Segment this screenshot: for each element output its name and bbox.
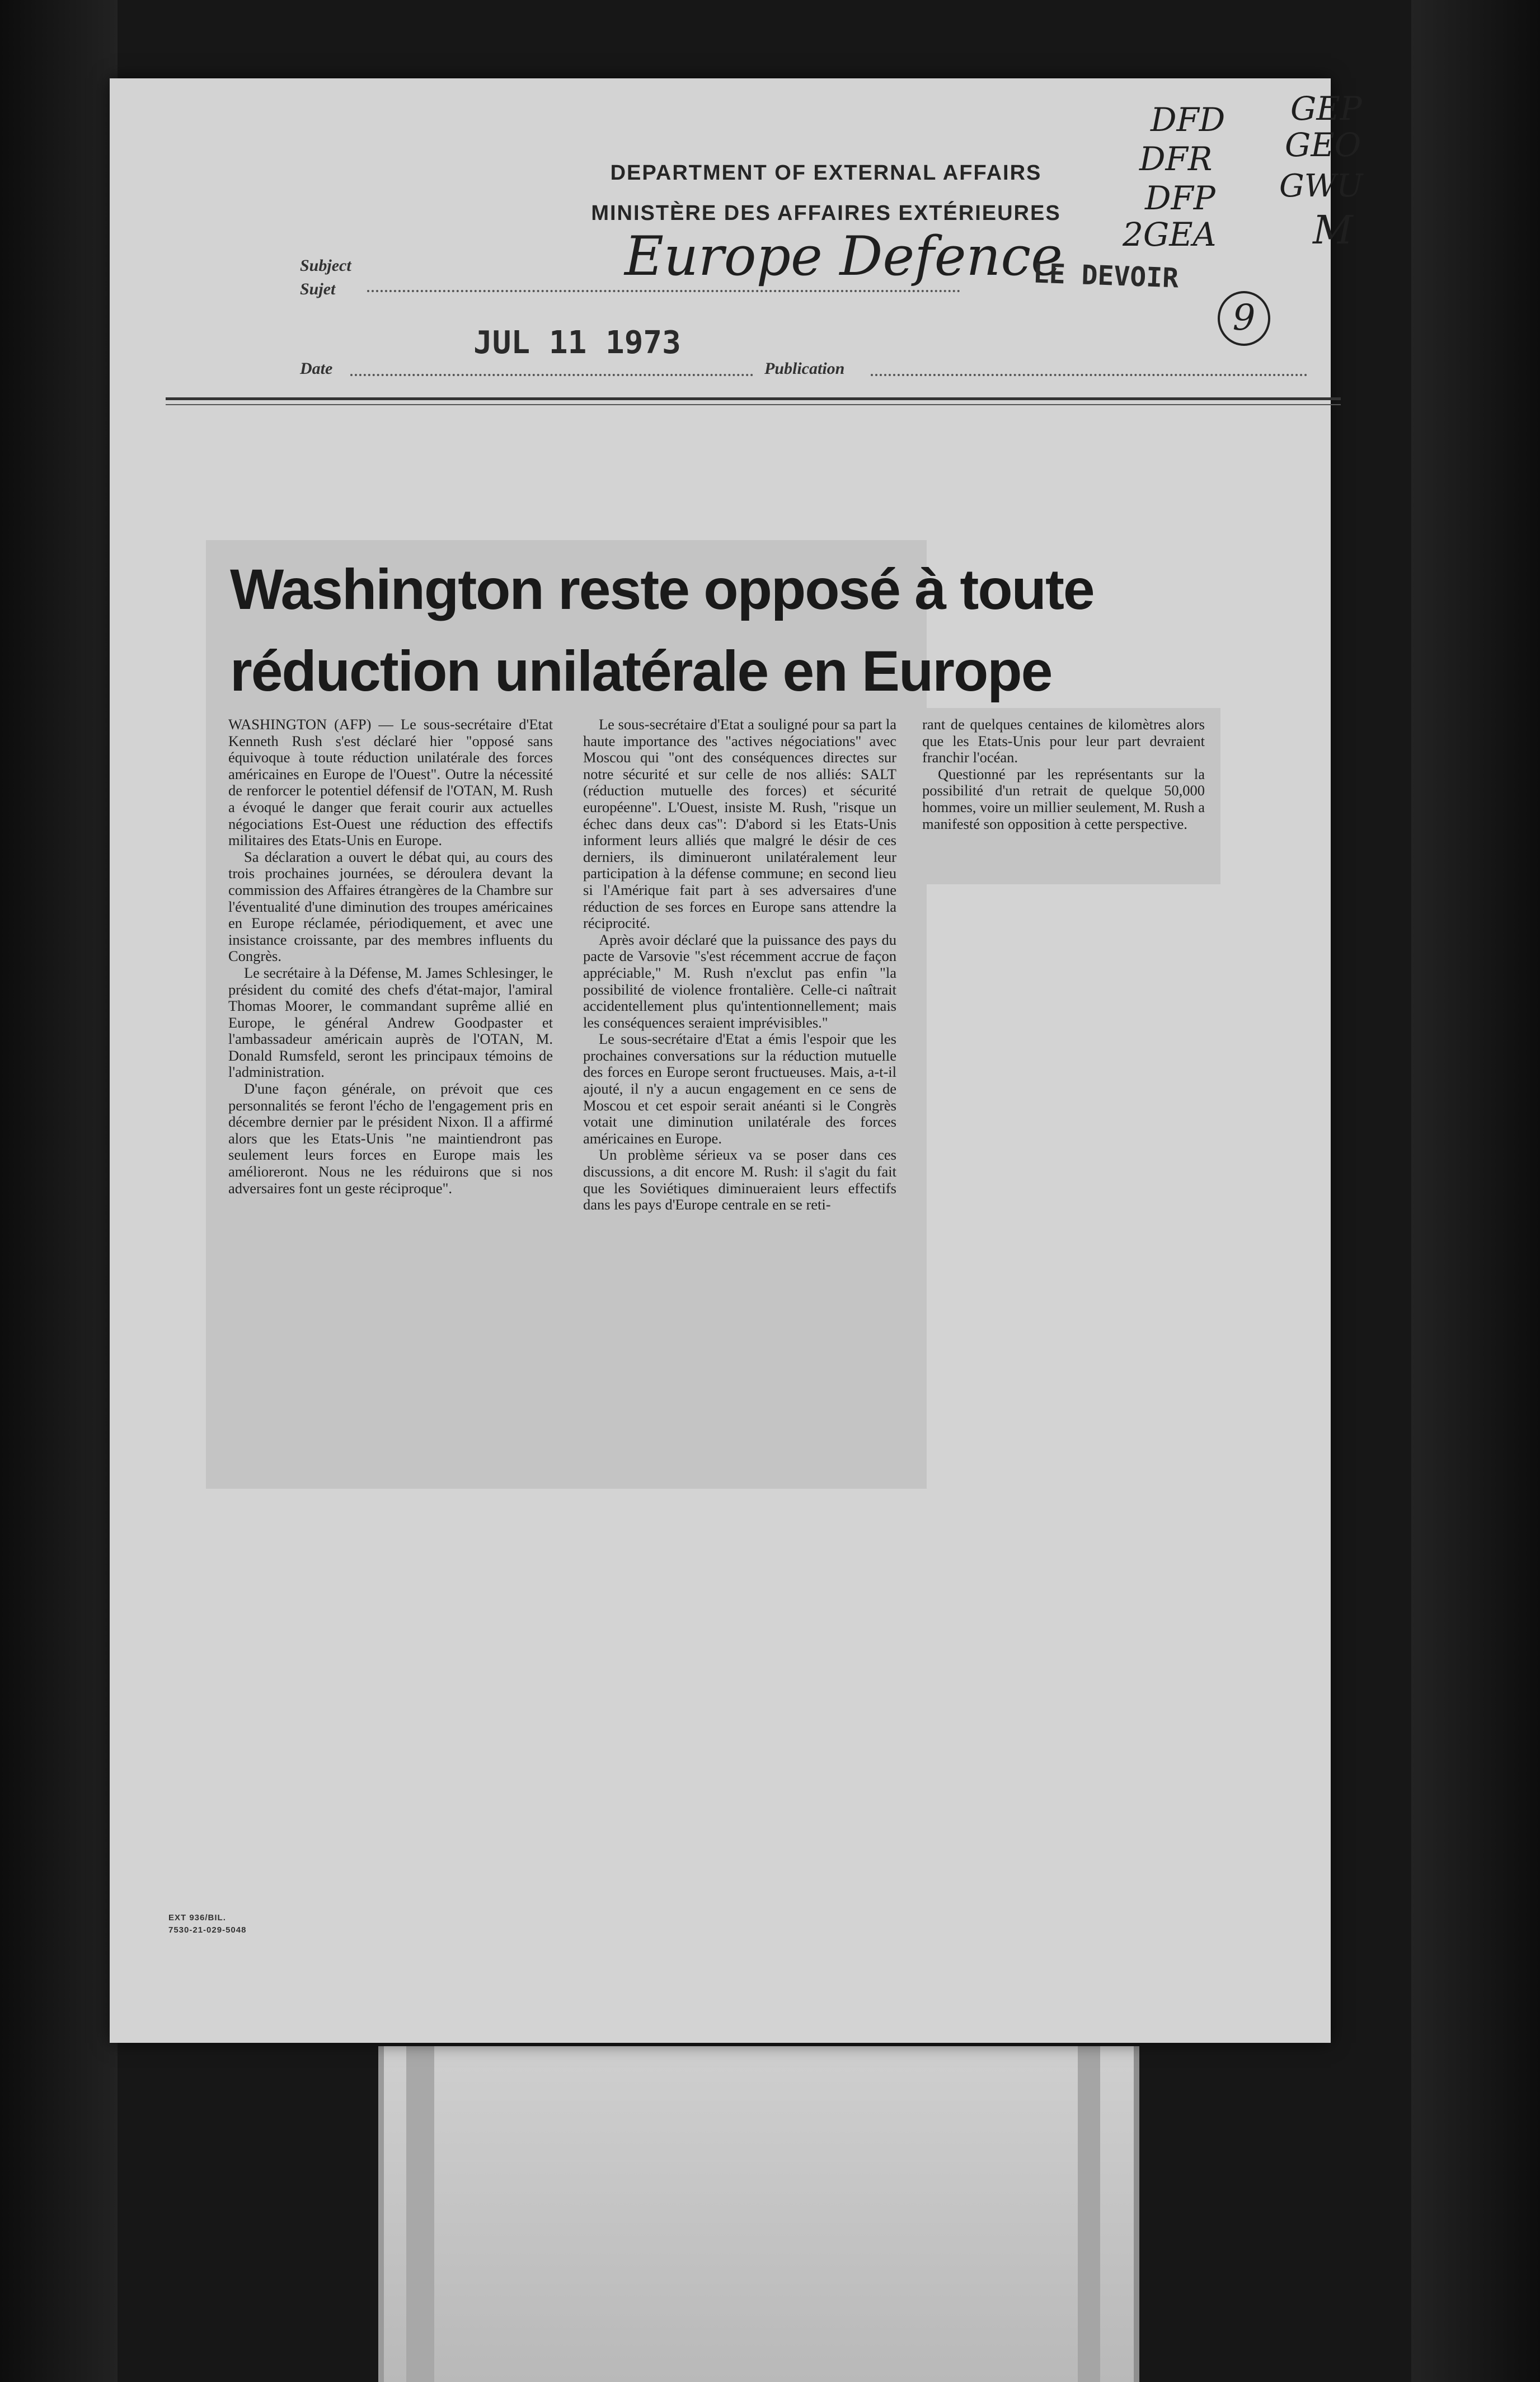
publication-stamp: LE DEVOIR	[1032, 257, 1179, 294]
routing-code: DFD	[1151, 101, 1226, 139]
routing-code: DFR	[1139, 140, 1213, 178]
publication-line	[871, 374, 1307, 376]
header-rule-thin	[166, 404, 1341, 405]
background-left	[0, 0, 118, 2382]
article-paragraph: Le sous-secrétaire d'Etat a émis l'espoir que les prochaines conversations sur la réduction mutuelle des forces en Europe seront fructueuses. Mais, a-t-il ajouté, il n'y a aucun engagement en ce sens de Moscou et cet espoir serait anéanti si le Congrès votait une diminution unilatérale des forces américaines en Europe.	[583, 1030, 896, 1147]
date-line	[350, 374, 753, 376]
article-headline-line2: réduction unilatérale en Europe	[230, 639, 1052, 703]
document-page	[110, 78, 1363, 2043]
sujet-label: Sujet	[300, 280, 336, 298]
routing-code: DFP	[1145, 179, 1215, 217]
publication-label: Publication	[764, 359, 845, 378]
routing-code: GEO	[1285, 126, 1361, 164]
date-stamp: JUL 11 1973	[473, 325, 681, 361]
subject-line	[367, 290, 960, 292]
stand-edge-left	[406, 2046, 434, 2382]
form-code-line2: 7530-21-029-5048	[168, 1925, 247, 1935]
subject-handwritten: Europe Defence	[625, 225, 1063, 288]
form-code-line1: EXT 936/BIL.	[168, 1913, 226, 1923]
date-label: Date	[300, 359, 333, 378]
document-number-circle: 9	[1218, 291, 1270, 346]
form-code	[168, 1912, 246, 1936]
article-paragraph: D'une façon générale, on prévoit que ces personnalités se feront l'écho de l'engagement pris en décembre dernier par le président Nixon. Il a affirmé alors que les Etats-Unis "ne maintiendront pas seulement leurs forces en Europe mais les amélioreront. Nous ne les réduirons que si nos adversaires font un geste réciproque".	[228, 1080, 553, 1197]
header-rule-thick	[166, 397, 1341, 400]
article-column-2	[583, 716, 896, 1213]
article-headline-line1: Washington reste opposé à toute	[230, 557, 1094, 621]
article-paragraph: Questionné par les représentants sur la possibilité d'un retrait de quelque 50,000 hommes, voire un millier seulement, M. Rush a manifesté son opposition à cette perspective.	[922, 765, 1205, 832]
routing-code: M	[1313, 207, 1353, 253]
routing-code: GEP	[1290, 90, 1362, 128]
department-title-en: DEPARTMENT OF EXTERNAL AFFAIRS	[610, 161, 1042, 185]
article-paragraph: Un problème sérieux va se poser dans ces discussions, a dit encore M. Rush: il s'agit du fait que les Soviétiques diminueraient leurs effectifs dans les pays d'Europe centrale en se reti-	[583, 1146, 896, 1213]
page-stand	[378, 2046, 1139, 2382]
department-title-fr: MINISTÈRE DES AFFAIRES EXTÉRIEURES	[591, 201, 1061, 225]
stand-edge-right	[1078, 2046, 1100, 2382]
article-paragraph: Sa déclaration a ouvert le débat qui, au cours des trois prochaines journées, se déroulera devant la commission des Affaires étrangères de la Chambre sur l'éventualité d'une diminution des troupes américaines en Europe réclamée, périodiquement, et avec une insistance croissante, par des membres influents du Congrès.	[228, 848, 553, 965]
article-paragraph: Le sous-secrétaire d'Etat a souligné pour sa part la haute importance des "actives négociations" avec Moscou qui "ont des conséquences directes sur notre sécurité et sur celle de nos alliés: SALT (réduction mutuelle des forces) et sécurité européenne". L'Ouest, insiste M. Rush, "risque un échec dans deux cas": D'abord si les Etats-Unis informent leurs alliés que malgré le désir de ces derniers, ils diminueront unilatéralement leur participation à la défense commune; en second lieu si l'Amérique fait part à ses adversaires d'une réduction de ses forces en Europe sans attendre la réciprocité.	[583, 716, 896, 932]
article-paragraph: Le secrétaire à la Défense, M. James Schlesinger, le président du comité des chefs d'état-major, l'amiral Thomas Moorer, le commandant suprême allié en Europe, le général Andrew Goodpaster et l'ambassadeur américain auprès de l'OTAN, M. Donald Rumsfeld, seront les principaux témoins de l'administration.	[228, 964, 553, 1081]
article-column-3	[922, 716, 1205, 832]
article-paragraph: WASHINGTON (AFP) — Le sous-secrétaire d'Etat Kenneth Rush s'est déclaré hier "opposé sans équivoque à toute réduction unilatérale des forces américaines en Europe de l'Ouest". Outre la nécessité de renforcer le potentiel défensif de l'OTAN, M. Rush a évoqué le danger que ferait courir aux actuelles négociations Est-Ouest une réduction des effectifs militaires des Etats-Unis en Europe.	[228, 716, 553, 849]
routing-code: 2GEA	[1123, 215, 1217, 254]
article-column-1	[228, 716, 553, 1197]
article-paragraph: rant de quelques centaines de kilomètres alors que les Etats-Unis pour leur part devraient franchir l'océan.	[922, 716, 1205, 766]
article-paragraph: Après avoir déclaré que la puissance des pays du pacte de Varsovie "s'est récemment accrue de façon appréciable," M. Rush n'exclut pas enfin "la possibilité de violence frontalière. Celle-ci naîtrait accidentellement plus qu'intentionnellement; mais les conséquences seraient imprévisibles."	[583, 931, 896, 1031]
background-right	[1411, 0, 1540, 2382]
routing-code: GWU	[1279, 168, 1363, 204]
subject-label: Subject	[300, 256, 351, 275]
